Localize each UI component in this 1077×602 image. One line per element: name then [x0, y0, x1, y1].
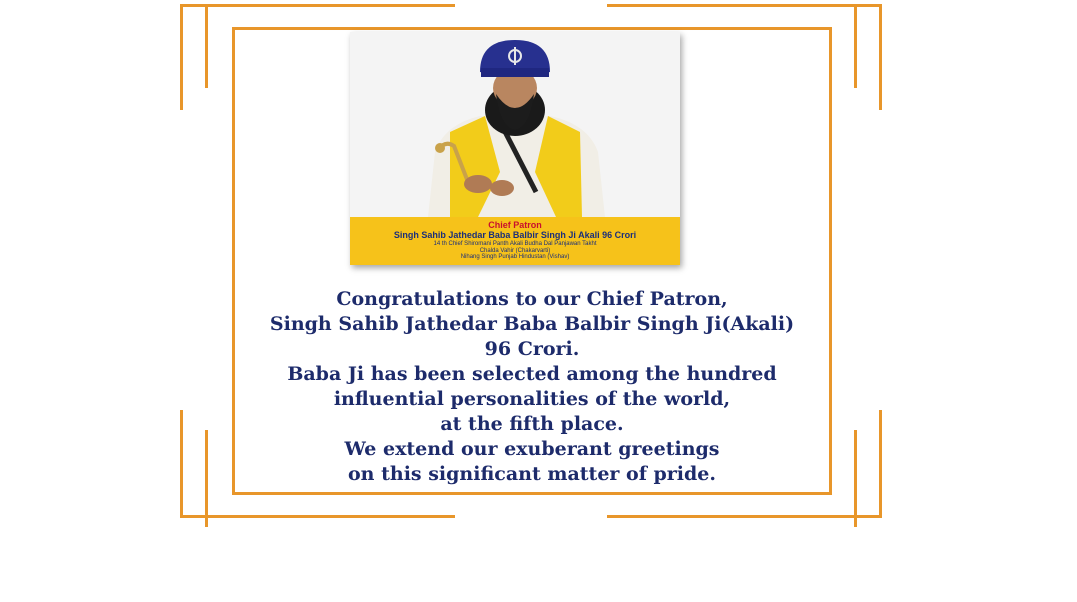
corner-br-v [879, 410, 882, 518]
caption-name: Singh Sahib Jathedar Baba Balbir Singh Ji Akali 96 Crori [393, 230, 637, 241]
corner-bl-v2 [205, 430, 208, 527]
corner-tr-v2 [854, 4, 857, 88]
caption-line-3: Nihang Singh Punjab Hindustan (Vishav) [460, 254, 570, 261]
caption-band [350, 217, 680, 265]
corner-tl-v2 [205, 4, 208, 88]
message-line: Congratulations to our Chief Patron, [336, 288, 728, 310]
corner-tl-h [180, 4, 455, 7]
message-line: on this significant matter of pride. [348, 463, 716, 485]
corner-bl-h [180, 515, 455, 518]
corner-br-v2 [854, 430, 857, 527]
caption-line-2: Chalda Vahir (Chakarvarti) [479, 247, 551, 254]
corner-tr-v [879, 4, 882, 110]
corner-tl-v [180, 4, 183, 110]
patron-photo-card [350, 32, 680, 265]
message-line: Singh Sahib Jathedar Baba Balbir Singh Ji(Akali) [269, 313, 795, 335]
caption-title: Chief Patron [488, 220, 542, 230]
corner-bl-v [180, 410, 183, 518]
patron-portrait [350, 32, 680, 217]
message-line: Baba Ji has been selected among the hundred [287, 363, 777, 385]
corner-br-h [607, 515, 882, 518]
congratulation-message [232, 287, 832, 487]
caption-line-1: 14 th Chief Shiromani Panth Akali Budha Dal Panjawan Takht [433, 240, 597, 247]
message-line: 96 Crori. [484, 338, 580, 360]
frame-inner-bottom [232, 492, 832, 495]
message-line: We extend our exuberant greetings [344, 438, 720, 460]
corner-tr-h [607, 4, 882, 7]
frame-inner-top [232, 27, 832, 30]
message-line: at the fifth place. [440, 413, 624, 435]
message-line: influential personalities of the world, [333, 388, 731, 410]
